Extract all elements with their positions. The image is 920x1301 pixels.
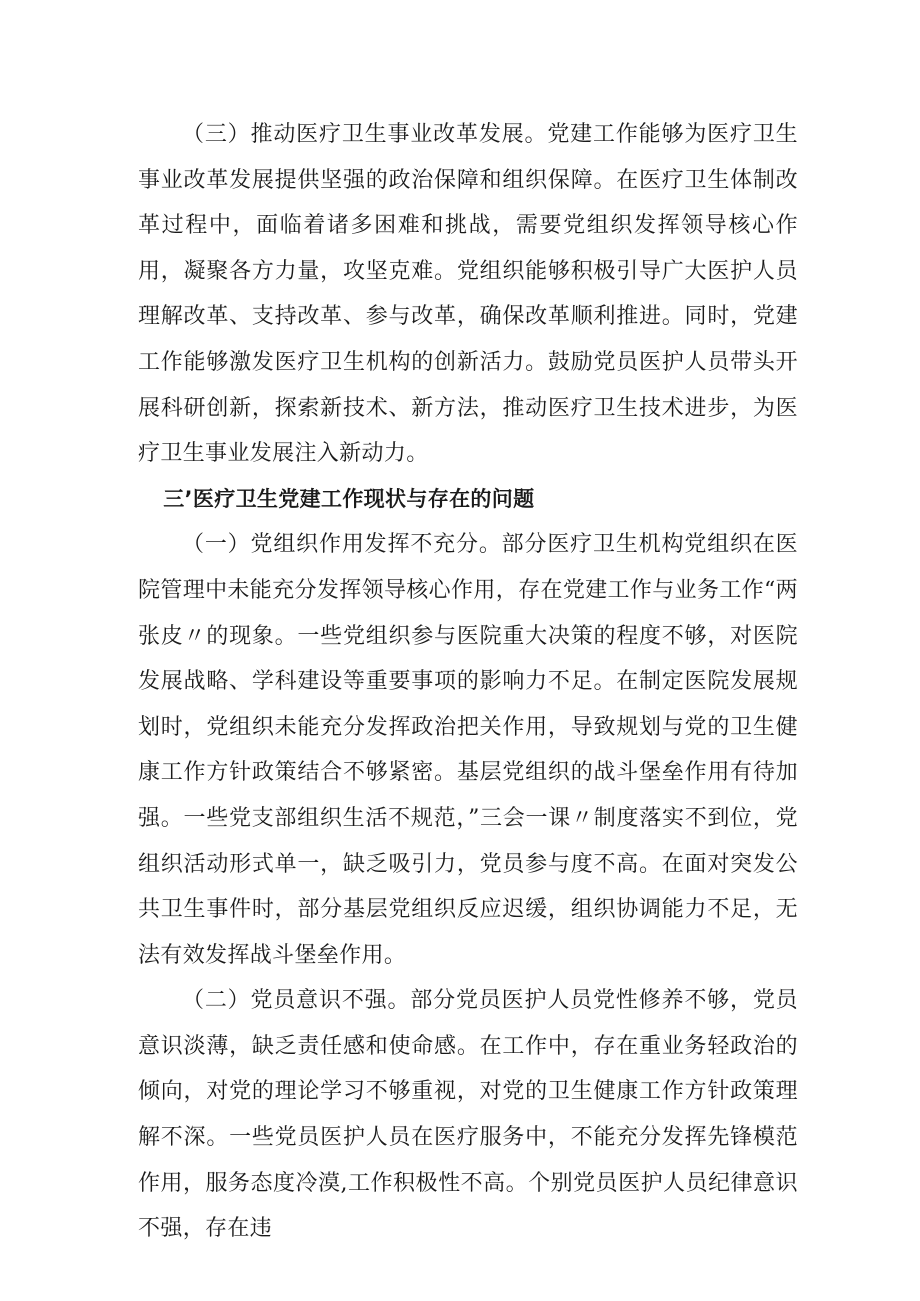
document-body xyxy=(138,112,798,1252)
paragraph-party-member-awareness: （二）党员意识不强。部分党员医护人员党性修养不够，党员意识淡薄，缺乏责任感和使命感。在工作中，存在重业务轻政治的倾向，对党的理论学习不够重视，对党的卫生健康工作方针政策理解不深。一些党员医护人员在医疗服务中，不能充分发挥先锋模范作用，服务态度冷漠,工作积极性不高。个别党员医护人员纪律意识不强，存在违 xyxy=(138,988,798,1242)
paragraph-reform-development: （三）推动医疗卫生事业改革发展。党建工作能够为医疗卫生事业改革发展提供坚强的政治保障和组织保障。在医疗卫生体制改革过程中，面临着诸多困难和挑战，需要党组织发挥领导核心作用，凝聚各方力量，攻坚克难。党组织能够积极引导广大医护人员理解改革、支持改革、参与改革，确保改革顺利推进。同时，党建工作能够激发医疗卫生机构的创新活力。鼓励党员医护人员带头开展科研创新，探索新技术、新方法，推动医疗卫生技术进步，为医疗卫生事业发展注入新动力。 xyxy=(138,122,798,467)
section-heading: 三’医疗卫生党建工作现状与存在的问题 xyxy=(163,486,535,511)
paragraph-party-organization-role: （一）党组织作用发挥不充分。部分医疗卫生机构党组织在医院管理中未能充分发挥领导核心作用，存在党建工作与业务工作“两张皮〃的现象。一些党组织参与医院重大决策的程度不够，对医院发展战略、学科建设等重要事项的影响力不足。在制定医院发展规划时，党组织未能充分发挥政治把关作用，导致规划与党的卫生健康工作方针政策结合不够紧密。基层党组织的战斗堡垒作用有待加强。一些党支部组织生活不规范，”三会一课〃制度落实不到位，党组织活动形式单一，缺乏吸引力，党员参与度不高。在面对突发公共卫生事件时，部分基层党组织反应迟缓，组织协调能力不足，无法有效发挥战斗堡垒作用。 xyxy=(138,532,798,968)
